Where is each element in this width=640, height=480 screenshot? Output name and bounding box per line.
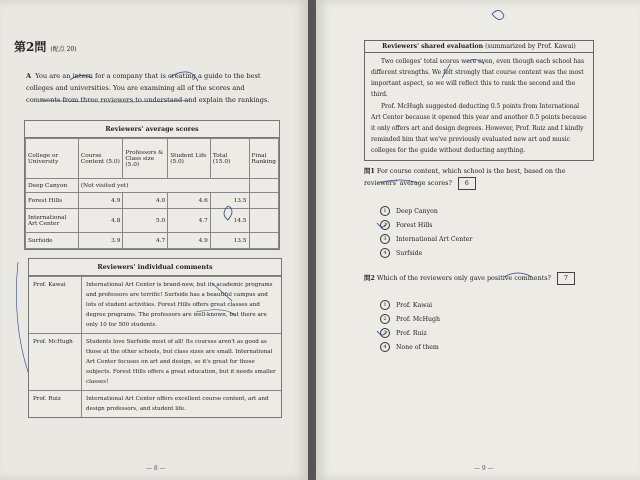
ranking-cell [249, 233, 279, 249]
table-row [26, 233, 279, 249]
option-item[interactable] [380, 204, 472, 218]
intro-letter: A [26, 72, 32, 80]
comments-table-caption: Reviewers' individual comments [29, 259, 281, 276]
option-text: Prof. Ruiz [396, 329, 427, 337]
scores-table [25, 138, 279, 249]
option-number: 4 [380, 342, 390, 352]
score-course: 3.9 [78, 233, 123, 249]
option-text: None of them [396, 343, 439, 351]
option-item[interactable] [380, 312, 440, 326]
left-page [0, 0, 308, 480]
evaluation-paragraph: Prof. McHugh suggested deducting 0.5 points from International Art Center because it opened this year and another 0.5 points because it only offers art and design degrees. However, Prof. Ruiz and I kindly reminded him that we've previously evaluated new art and music colleges for the guide without deducting anything. [371, 103, 587, 154]
col-header-student-life: Student Life (5.0) [168, 139, 211, 179]
table-row [26, 209, 279, 233]
question-number: 第2問 [14, 40, 47, 54]
score-course: 4.9 [78, 193, 123, 209]
col-header-college: College or University [26, 139, 79, 179]
question-2-text: Which of the reviewers only gave positive comments? [376, 274, 551, 282]
question-2-options [380, 298, 440, 354]
score-total: 13.5 [210, 233, 249, 249]
page-number: — 8 — [146, 465, 166, 472]
table-row [29, 391, 281, 418]
comments-table-frame [28, 258, 282, 418]
table-row [26, 179, 279, 193]
intro-text: You are an intern for a company that is creating a guide to the best colleges and universities. You are examining all of the scores and comments from three reviewers to understand and explain the rankings. [26, 72, 270, 104]
reviewer-comment: International Art Center offers excellent course content, art and design professors, and student life. [82, 391, 282, 418]
score-total: 13.5 [210, 193, 249, 209]
option-text: Surfside [396, 249, 423, 257]
evaluation-body [365, 53, 593, 160]
score-student-life: 4.9 [168, 233, 211, 249]
ranking-cell [249, 193, 279, 209]
score-course: 4.8 [78, 209, 123, 233]
option-text: Prof. McHugh [396, 315, 440, 323]
option-item[interactable] [380, 218, 472, 232]
score-student-life: 4.6 [168, 193, 211, 209]
option-text: International Art Center [396, 235, 473, 243]
option-item[interactable] [380, 340, 440, 354]
score-professors: 5.0 [123, 209, 168, 233]
right-page [316, 0, 640, 480]
option-number: 1 [380, 206, 390, 216]
row-note: (Not visited yet) [78, 179, 249, 193]
option-number: 2 [380, 220, 390, 230]
scores-table-caption: Reviewers' average scores [25, 121, 279, 138]
evaluation-subtitle: (summarized by Prof. Kawai) [485, 43, 576, 50]
score-professors: 4.0 [123, 193, 168, 209]
option-text: Forest Hills [396, 221, 433, 229]
table-row [26, 193, 279, 209]
option-item[interactable] [380, 298, 440, 312]
table-row [29, 334, 281, 391]
option-number: 3 [380, 234, 390, 244]
shared-evaluation-box [364, 40, 594, 161]
reviewer-name: Prof. McHugh [29, 334, 82, 391]
ranking-cell [249, 209, 279, 233]
page-number: — 9 — [474, 465, 494, 472]
row-name: Deep Canyon [26, 179, 79, 193]
row-name: Forest Hills [26, 193, 79, 209]
evaluation-header [365, 41, 593, 53]
option-number: 4 [380, 248, 390, 258]
row-name: International Art Center [26, 209, 79, 233]
score-total: 14.5 [210, 209, 249, 233]
col-header-course: Course Content (5.0) [78, 139, 123, 179]
table-row [29, 277, 281, 334]
question-1-options [380, 204, 472, 260]
question-1-label: 問1 [364, 167, 375, 175]
option-text: Deep Canyon [396, 207, 438, 215]
evaluation-paragraph: Two colleges' total scores were even, even though each school has different strengths. We felt strongly that course content was the most important aspect, so we will reflect this to rank the second and the third. [371, 58, 585, 98]
col-header-ranking: Final Ranking [249, 139, 279, 179]
question-1-text: For course content, which school is the best, based on the reviewers' average scores? [364, 167, 566, 187]
reviewer-comment: Students love Surfside most of all! Its courses aren't as good as those at the other schools, but class sizes are small. International Art Center focuses on art and design, so it's great for those subjects. Forest Hills offers a great education, but it needs smaller classes! [82, 334, 282, 391]
ranking-cell [249, 179, 279, 193]
question-2-label: 問2 [364, 274, 375, 282]
option-item[interactable] [380, 326, 440, 340]
reviewer-name: Prof. Ruiz [29, 391, 82, 418]
question-title [14, 38, 77, 55]
comments-table [29, 276, 281, 417]
question-1 [364, 166, 592, 190]
score-student-life: 4.7 [168, 209, 211, 233]
score-professors: 4.7 [123, 233, 168, 249]
reviewer-name: Prof. Kawai [29, 277, 82, 334]
question-2 [364, 272, 604, 285]
col-header-total: Total (15.0) [210, 139, 249, 179]
answer-box-6[interactable]: 6 [458, 177, 476, 190]
option-number: 1 [380, 300, 390, 310]
book-gutter [308, 0, 316, 480]
option-item[interactable] [380, 232, 472, 246]
evaluation-title: Reviewers' shared evaluation [382, 43, 484, 50]
option-item[interactable] [380, 246, 472, 260]
col-header-professors: Professors & Class size (5.0) [123, 139, 168, 179]
option-number: 2 [380, 314, 390, 324]
option-text: Prof. Kawai [396, 301, 433, 309]
intro-paragraph [26, 70, 278, 106]
row-name: Surfside [26, 233, 79, 249]
reviewer-comment: International Art Center is brand-new, but its academic programs and professors are terrific! Surfside has a beautiful campus and lots of student activities. Forest Hills offers great classes and degree programs. The professors are well-known, but there are only 10 for 500 students. [82, 277, 282, 334]
option-number: 3 [380, 328, 390, 338]
question-points: (配点 20) [50, 46, 77, 53]
scores-table-frame [24, 120, 280, 250]
answer-box-7[interactable]: 7 [557, 272, 575, 285]
